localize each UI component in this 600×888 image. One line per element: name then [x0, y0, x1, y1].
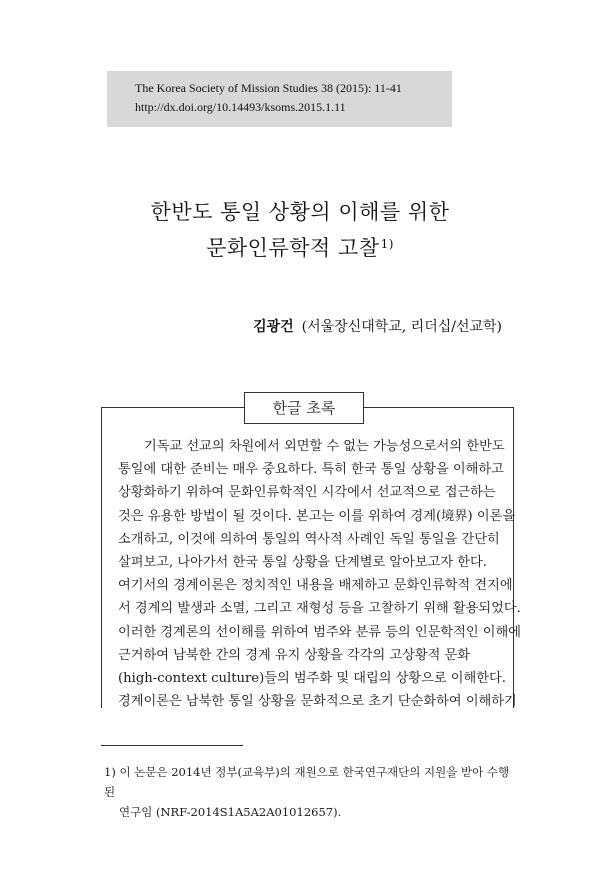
- abstract-line: 경계이론은 남북한 통일 상황을 문화적으로 초기 단순화하여 이해하기: [118, 694, 517, 710]
- title-footnote-marker[interactable]: 1): [380, 237, 394, 251]
- abstract-label: 한글 초록: [244, 392, 364, 424]
- author-line: [253, 316, 502, 336]
- footnote: [104, 762, 514, 822]
- journal-citation: The Korea Society of Mission Studies 38 (2015): 11-41: [135, 81, 402, 95]
- abstract-line: (high-context culture)들의 범주화 및 대립의 상황으로 이해한다.: [118, 671, 506, 687]
- abstract-line: 통일에 대한 준비는 매우 중요하다. 특히 한국 통일 상황을 이해하고: [118, 462, 504, 478]
- paper-title-line-1: 한반도 통일 상황의 이해를 위한: [150, 200, 450, 224]
- author-affiliation: (서울장신대학교, 리더십/선교학): [301, 319, 502, 335]
- abstract-line: 이러한 경계론의 선이해를 위하여 범주와 분류 등의 인문학적인 이해에: [118, 624, 521, 640]
- footnote-line-1: 1) 이 논문은 2014년 정부(교육부)의 재원으로 한국연구재단의 지원을 받아 수행된: [104, 765, 510, 799]
- abstract-body: [118, 435, 521, 713]
- abstract-line: 것은 유용한 방법이 될 것이다. 본고는 이를 위하여 경계(境界) 이론을: [118, 508, 516, 524]
- abstract-line: 여기서의 경계이론은 정치적인 내용을 배제하고 문화인류학적 견지에: [118, 578, 513, 594]
- footnote-divider: [101, 745, 243, 746]
- abstract-line: 서 경계의 발생과 소멸, 그리고 재형성 등을 고찰하기 위해 활용되었다.: [118, 601, 521, 617]
- abstract-line: 상황화하기 위하여 문화인류학적인 시각에서 선교적으로 접근하는: [118, 485, 496, 501]
- abstract-line: 기독교 선교의 차원에서 외면할 수 없는 가능성으로서의 한반도: [144, 439, 505, 454]
- abstract-line: 살펴보고, 나아가서 한국 통일 상황을 단계별로 알아보고자 한다.: [118, 555, 487, 571]
- paper-title-line-2: [0, 232, 600, 262]
- author-name: 김광건: [253, 319, 294, 335]
- abstract-line: 소개하고, 이것에 의하여 통일의 역사적 사례인 독일 통일을 간단히: [118, 531, 500, 547]
- footnote-line-2: 연구임 (NRF-2014S1A5A2A01012657).: [119, 805, 342, 819]
- journal-header-box: [107, 71, 452, 127]
- doi-link[interactable]: http://dx.doi.org/10.14493/ksoms.2015.1.11: [135, 100, 346, 114]
- paper-title-text: 문화인류학적 고찰: [206, 236, 380, 260]
- abstract-line: 근거하여 남북한 간의 경계 유지 상황을 각각의 고상황적 문화: [118, 647, 471, 663]
